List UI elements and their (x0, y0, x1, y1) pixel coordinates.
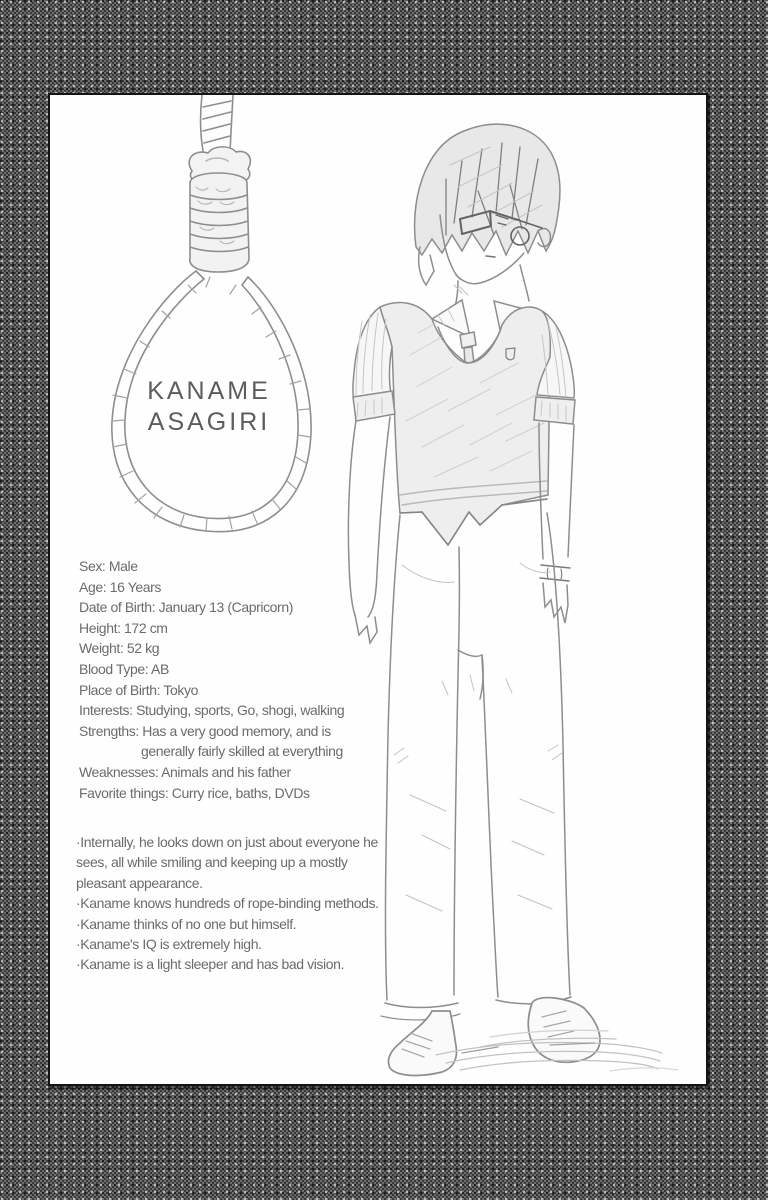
hair (415, 124, 560, 285)
profile-line: Height: 172 cm (79, 619, 168, 636)
profile-line: Favorite things: Curry rice, baths, DVDs (79, 784, 310, 801)
notes-line: sees, all while smiling and keeping up a mostly (76, 854, 348, 871)
profile-line-continuation: generally fairly skilled at everything (141, 743, 343, 760)
notes-line: ·Kaname is a light sleeper and has bad vision. (76, 956, 344, 973)
notes-line: ·Kaname's IQ is extremely high. (76, 936, 262, 953)
profile-line: Place of Birth: Tokyo (79, 681, 198, 698)
notes-line: ·Kaname knows hundreds of rope-binding methods. (76, 895, 379, 912)
character-name (119, 376, 299, 438)
character-name-line2: ASAGIRI (147, 408, 271, 436)
profile-line: Weaknesses: Animals and his father (79, 763, 291, 780)
notes-line: pleasant appearance. (76, 874, 203, 891)
profile-line: Age: 16 Years (79, 578, 161, 595)
left-shoe (388, 1011, 456, 1075)
character-notes (76, 832, 476, 975)
notes-line: ·Kaname thinks of no one but himself. (76, 915, 297, 932)
character-name-line1: KANAME (147, 377, 271, 405)
character-profile-page (48, 93, 708, 1086)
profile-line: Interests: Studying, sports, Go, shogi, walking (79, 702, 345, 719)
notes-line: ·Internally, he looks down on just about everyone he (76, 834, 378, 850)
profile-line: Weight: 52 kg (79, 640, 160, 657)
profile-line: Date of Birth: January 13 (Capricorn) (79, 599, 293, 616)
profile-line: Blood Type: AB (79, 660, 169, 677)
profile-line: Strengths: Has a very good memory, and is (79, 722, 331, 739)
noose-illustration (112, 95, 311, 532)
profile-stats (79, 556, 439, 803)
profile-line: Sex: Male (79, 558, 138, 574)
